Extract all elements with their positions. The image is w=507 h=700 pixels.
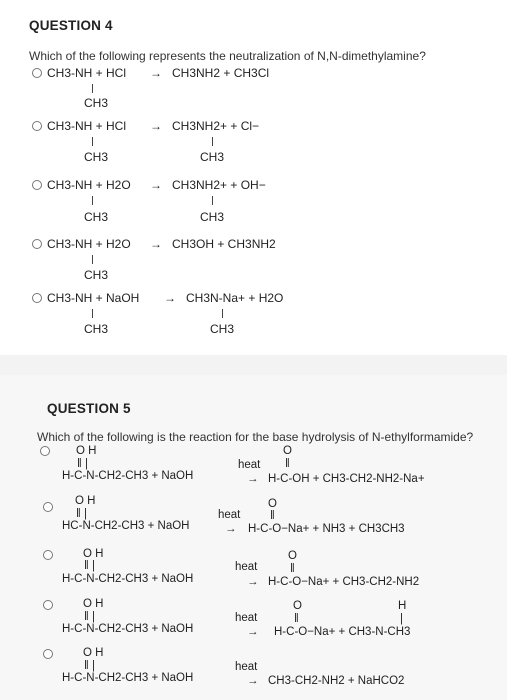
q5-option-c-top: O H (83, 548, 104, 560)
q4-option-c-arrow: → (150, 178, 162, 192)
q5-option-e-reactant: H-C-N-CH2-CH3 + NaOH (62, 672, 194, 684)
q4-option-c-bond-right (212, 196, 213, 205)
q5-option-d-product-top-h: H (398, 600, 407, 612)
q5-option-c-reactant: H-C-N-CH2-CH3 + NaOH (62, 573, 194, 585)
q5-option-b-bonds: ‖ | (76, 508, 87, 520)
q4-option-a-sub-left: CH3 (84, 96, 109, 110)
section-gap (0, 355, 507, 375)
q5-option-d-radio[interactable] (43, 600, 53, 610)
q4-option-b-reactant: CH3-NH + HCl (47, 119, 127, 133)
q5-option-c-arrow: → (247, 576, 259, 588)
q4-option-e-radio[interactable] (32, 293, 42, 303)
q4-option-c-bond-left (92, 196, 93, 205)
q5-option-c-radio[interactable] (43, 550, 53, 560)
q5-option-e-bonds: ‖ | (84, 660, 95, 672)
q5-option-c-heat: heat (235, 561, 258, 573)
q5-option-d-bonds: ‖ | (84, 611, 95, 623)
q5-option-d-arrow: → (247, 626, 259, 638)
q4-option-b-radio[interactable] (32, 121, 42, 131)
q4-option-c-sub-right: CH3 (200, 210, 225, 224)
q4-option-d-sub-left: CH3 (84, 268, 109, 282)
q4-option-e-sub-left: CH3 (84, 322, 109, 336)
question-4-title: QUESTION 4 (29, 18, 113, 33)
q5-option-d-top: O H (83, 598, 104, 610)
q4-option-b-product: CH3NH2+ + Cl− (172, 119, 260, 133)
q5-option-a-heat: heat (238, 459, 261, 471)
q4-option-e-bond-left (92, 309, 93, 318)
q5-option-a-bonds: ‖ | (77, 458, 88, 470)
q5-option-a-reactant: H-C-N-CH2-CH3 + NaOH (62, 470, 194, 482)
q5-option-b-reactant: HC-N-CH2-CH3 + NaOH (62, 520, 190, 532)
q4-option-e-product: CH3N-Na+ + H2O (186, 291, 284, 305)
question-5-title: QUESTION 5 (47, 401, 131, 416)
question-5-panel (0, 375, 507, 700)
q4-option-d-product: CH3OH + CH3NH2 (172, 237, 276, 251)
q5-option-e-top: O H (83, 647, 104, 659)
q5-option-e-product: CH3-CH2-NH2 + NaHCO2 (268, 675, 405, 687)
q5-option-b-heat: heat (218, 509, 241, 521)
q5-option-d-reactant: H-C-N-CH2-CH3 + NaOH (62, 623, 194, 635)
q5-option-d-product-bond-h: | (400, 613, 403, 625)
q4-option-b-arrow: → (150, 119, 162, 133)
q4-option-e-arrow: → (164, 291, 176, 305)
q4-option-e-bond-right (222, 309, 223, 318)
question-4-text: Which of the following represents the neutralization of N,N-dimethylamine? (29, 49, 426, 63)
q4-option-c-radio[interactable] (32, 180, 42, 190)
q4-option-b-bond-right (212, 137, 213, 146)
q5-option-a-top: O H (76, 445, 97, 457)
q5-option-e-arrow: → (247, 675, 259, 687)
q5-option-e-heat: heat (235, 661, 258, 673)
q5-option-b-radio[interactable] (43, 502, 53, 512)
q5-option-e-radio[interactable] (43, 649, 53, 659)
q4-option-a-bond (92, 84, 93, 93)
q4-option-c-product: CH3NH2+ + OH− (172, 178, 266, 192)
q4-option-a-arrow: → (150, 66, 162, 80)
q5-option-a-product: H-C-OH + CH3-CH2-NH2-Na+ (268, 473, 425, 485)
q5-option-a-product-bond: ‖ (285, 458, 290, 470)
q4-option-e-reactant: CH3-NH + NaOH (47, 291, 140, 305)
q5-option-d-product-bond: ‖ (294, 613, 299, 625)
q5-option-c-product: H-C-O−Na+ + CH3-CH2-NH2 (268, 576, 420, 588)
q5-option-c-product-bond: ‖ (290, 563, 295, 575)
q5-option-d-product-top: O (293, 600, 302, 612)
q5-option-a-radio[interactable] (40, 446, 50, 456)
q4-option-b-bond-left (92, 137, 93, 146)
q4-option-d-reactant: CH3-NH + H2O (47, 237, 131, 251)
q5-option-d-product: H-C-O−Na+ + CH3-N-CH3 (274, 626, 411, 638)
q5-option-b-product-top: O (268, 498, 277, 510)
q5-option-d-heat: heat (235, 612, 258, 624)
q4-option-a-radio[interactable] (32, 68, 42, 78)
q4-option-d-bond (92, 255, 93, 264)
q4-option-a-reactant: CH3-NH + HCl (47, 66, 127, 80)
q4-option-c-sub-left: CH3 (84, 210, 109, 224)
q5-option-b-arrow: → (225, 523, 237, 535)
question-5-text: Which of the following is the reaction for the base hydrolysis of N-ethylformamide? (37, 430, 474, 444)
q4-option-b-sub-right: CH3 (200, 150, 225, 164)
q5-option-a-arrow: → (247, 473, 259, 485)
q5-option-b-product: H-C-O−Na+ + NH3 + CH3CH3 (248, 523, 405, 535)
q4-option-b-sub-left: CH3 (84, 150, 109, 164)
q5-option-c-product-top: O (288, 550, 297, 562)
q5-option-b-product-bond: ‖ (270, 510, 275, 522)
q5-option-b-top: O H (75, 495, 96, 507)
q5-option-a-product-top: O (283, 445, 292, 457)
q4-option-e-sub-right: CH3 (210, 322, 235, 336)
q4-option-d-radio[interactable] (32, 239, 42, 249)
q4-option-c-reactant: CH3-NH + H2O (47, 178, 131, 192)
q5-option-c-bonds: ‖ | (84, 560, 95, 572)
q4-option-d-arrow: → (150, 237, 162, 251)
q4-option-a-product: CH3NH2 + CH3Cl (172, 66, 270, 80)
